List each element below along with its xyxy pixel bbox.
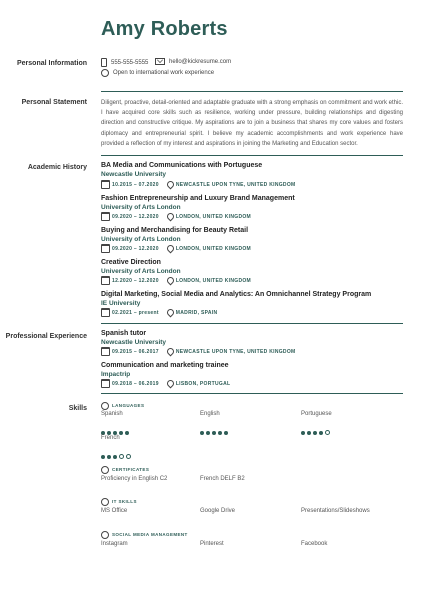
divider <box>101 323 403 324</box>
language-level <box>101 446 133 464</box>
location-pin-icon <box>165 180 175 190</box>
social-media-item: Facebook <box>301 541 328 547</box>
info-icon <box>101 498 109 506</box>
education-dates: 12.2020 – 12.2020 <box>112 277 159 284</box>
personal-statement-text: Diligent, proactive, detail-oriented and adaptable graduate with a strong emphasis on commitment and work ethic. I have acquired core skills such as resilience, working under pressure, building relationships and digesting direction and constructive critique. My aspirations are to join a business that shares my core values and fosters diplomacy and entrepreneurial spirit. I believe my academic accomplishments and work experience have provided a reflection of my interest and aspirations in joining the Marketing and Education sector. <box>101 100 403 147</box>
experience-employer: Newcastle University <box>101 339 167 346</box>
it-skill-item: Google Drive <box>200 508 236 514</box>
education-dates: 09.2020 – 12.2020 <box>112 245 159 252</box>
education-institution: IE University <box>101 300 141 307</box>
email-icon <box>155 58 165 65</box>
experience-title: Spanish tutor <box>101 330 147 337</box>
email-row <box>155 58 231 65</box>
experience-dates: 09.2015 – 06.2017 <box>112 348 159 355</box>
social-media-item: Instagram <box>101 541 128 547</box>
it-skills-heading: IT SKILLS <box>101 498 137 506</box>
level-dot-filled <box>113 455 117 459</box>
level-dot-filled <box>224 431 228 435</box>
section-label-professional-experience: Professional Experience <box>5 333 87 340</box>
education-location: LONDON, UNITED KINGDOM <box>175 277 252 284</box>
calendar-icon <box>101 379 110 388</box>
level-dot-empty <box>126 454 131 459</box>
education-meta <box>101 212 251 221</box>
section-label-personal-information: Personal Information <box>16 60 87 67</box>
it-skill-item: Presentations/Slideshows <box>301 508 370 514</box>
level-dot-filled <box>101 455 105 459</box>
experience-location: NEWCASTLE UPON TYNE, UNITED KINGDOM <box>175 348 296 355</box>
info-icon <box>101 466 109 474</box>
calendar-icon <box>101 308 110 317</box>
experience-dates: 09.2018 – 06.2019 <box>112 380 159 387</box>
language-level <box>200 422 230 440</box>
education-title: Buying and Merchandising for Beauty Retail <box>101 227 249 234</box>
education-meta <box>101 308 217 317</box>
education-dates: 02.2021 – present <box>112 309 159 316</box>
education-dates: 10.2015 – 07.2020 <box>112 181 159 188</box>
divider <box>101 393 403 394</box>
experience-location: LISBON, PORTUGAL <box>175 380 231 387</box>
language-name: French <box>101 435 120 441</box>
education-location: MADRID, SPAIN <box>175 309 218 316</box>
education-meta <box>101 276 251 285</box>
language-name: Spanish <box>101 411 123 417</box>
level-dot-filled <box>319 431 323 435</box>
globe-icon <box>101 69 109 77</box>
calendar-icon <box>101 347 110 356</box>
section-label-personal-statement: Personal Statement <box>21 99 87 106</box>
education-institution: University of Arts London <box>101 204 181 211</box>
education-institution: University of Arts London <box>101 236 181 243</box>
info-icon <box>101 402 109 410</box>
level-dot-filled <box>206 431 210 435</box>
availability-row <box>101 69 214 77</box>
level-dot-filled <box>212 431 216 435</box>
experience-meta <box>101 347 295 356</box>
education-meta <box>101 180 295 189</box>
social-media-item: Pinterest <box>200 541 224 547</box>
education-location: LONDON, UNITED KINGDOM <box>175 213 252 220</box>
language-name: English <box>200 411 220 417</box>
section-label-academic-history: Academic History <box>27 164 87 171</box>
languages-heading: LANGUAGES <box>101 402 144 410</box>
calendar-icon <box>101 244 110 253</box>
experience-meta <box>101 379 230 388</box>
language-name: Portuguese <box>301 411 332 417</box>
divider <box>101 91 403 92</box>
education-institution: Newcastle University <box>101 171 167 178</box>
level-dot-filled <box>313 431 317 435</box>
certificate-item: Proficiency in English C2 <box>101 476 168 482</box>
level-dot-filled <box>200 431 204 435</box>
location-pin-icon <box>165 347 175 357</box>
level-dot-empty <box>119 454 124 459</box>
education-institution: University of Arts London <box>101 268 181 275</box>
certificate-item: French DELF B2 <box>200 476 245 482</box>
divider <box>101 155 403 156</box>
education-title: BA Media and Communications with Portuguese <box>101 162 263 169</box>
location-pin-icon <box>165 308 175 318</box>
education-title: Fashion Entrepreneurship and Luxury Brand Management <box>101 195 295 202</box>
location-pin-icon <box>165 379 175 389</box>
level-dot-filled <box>301 431 305 435</box>
level-dot-filled <box>307 431 311 435</box>
info-icon <box>101 531 109 539</box>
education-dates: 09.2020 – 12.2020 <box>112 213 159 220</box>
level-dot-filled <box>107 455 111 459</box>
experience-employer: Impactrip <box>101 371 131 378</box>
level-dot-filled <box>125 431 129 435</box>
candidate-name: Amy Roberts <box>101 18 228 40</box>
level-dot-empty <box>325 430 330 435</box>
email-address[interactable]: hello@kickresume.com <box>169 58 232 65</box>
phone-icon <box>101 58 107 67</box>
calendar-icon <box>101 180 110 189</box>
experience-title: Communication and marketing trainee <box>101 362 229 369</box>
calendar-icon <box>101 212 110 221</box>
education-location: LONDON, UNITED KINGDOM <box>175 245 252 252</box>
phone-row <box>101 58 148 67</box>
education-title: Creative Direction <box>101 259 161 266</box>
education-location: NEWCASTLE UPON TYNE, UNITED KINGDOM <box>175 181 296 188</box>
language-level <box>301 422 332 440</box>
social-media-heading: SOCIAL MEDIA MANAGEMENT <box>101 531 188 539</box>
education-meta <box>101 244 251 253</box>
location-pin-icon <box>165 276 175 286</box>
it-skill-item: MS Office <box>101 508 128 514</box>
education-title: Digital Marketing, Social Media and Analytics: An Omnichannel Strategy Program <box>101 291 372 298</box>
availability-text: Open to international work experience <box>113 70 215 76</box>
section-label-skills: Skills <box>68 405 87 412</box>
certificates-heading: CERTIFICATES <box>101 466 149 474</box>
phone-number: 555-555-5555 <box>111 59 149 66</box>
level-dot-filled <box>218 431 222 435</box>
location-pin-icon <box>165 244 175 254</box>
location-pin-icon <box>165 212 175 222</box>
calendar-icon <box>101 276 110 285</box>
